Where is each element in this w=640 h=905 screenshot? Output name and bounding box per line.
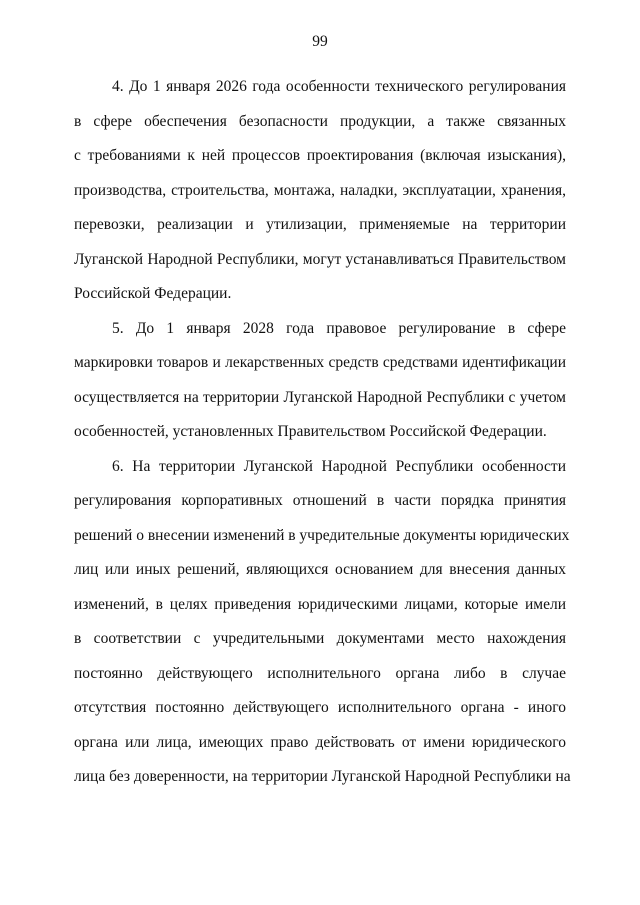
text-line: перевозки, реализации и утилизации, применяемые на территории <box>74 216 566 233</box>
text-line: 4. До 1 января 2026 года особенности технического регулирования <box>112 78 566 95</box>
text-line: решений о внесении изменений в учредительные документы юридических <box>74 526 570 544</box>
text-line: осуществляется на территории Луганской Народной Республики с учетом <box>74 388 566 406</box>
text-line: постоянно действующего исполнительного органа либо в случае <box>74 664 566 682</box>
text-line: с требованиями к ней процессов проектирования (включая изыскания), <box>74 147 566 164</box>
text-line: 5. До 1 января 2028 года правовое регулирование в сфере <box>112 319 566 337</box>
text-line: в сфере обеспечения безопасности продукции, а также связанных <box>74 112 566 130</box>
text-line: изменений, в целях приведения юридическими лицами, которые имели <box>74 595 566 613</box>
text-line: лица без доверенности, на территории Луганской Народной Республики на <box>74 768 571 785</box>
text-line: особенностей, установленных Правительством Российской Федерации. <box>74 423 547 440</box>
text-line: в соответствии с учредительными документами место нахождения <box>74 630 566 647</box>
document-body <box>74 70 571 795</box>
text-line: Российской Федерации. <box>74 285 232 302</box>
text-line: регулирования корпоративных отношений в части порядка принятия <box>74 492 566 509</box>
text-line: производства, строительства, монтажа, наладки, эксплуатации, хранения, <box>74 181 566 199</box>
paragraph-4 <box>74 70 566 312</box>
text-line: органа или лица, имеющих право действовать от имени юридического <box>74 733 566 751</box>
page-number: 99 <box>312 33 328 50</box>
text-line: отсутствия постоянно действующего исполнительного органа - иного <box>74 699 566 716</box>
paragraph-5 <box>74 312 566 450</box>
text-line: лиц или иных решений, являющихся основанием для внесения данных <box>74 561 566 578</box>
paragraph-6 <box>74 450 571 795</box>
text-line: маркировки товаров и лекарственных средств средствами идентификации <box>74 354 566 371</box>
text-line: 6. На территории Луганской Народной Республики особенности <box>112 457 566 475</box>
text-line: Луганской Народной Республики, могут устанавливаться Правительством <box>74 250 566 268</box>
